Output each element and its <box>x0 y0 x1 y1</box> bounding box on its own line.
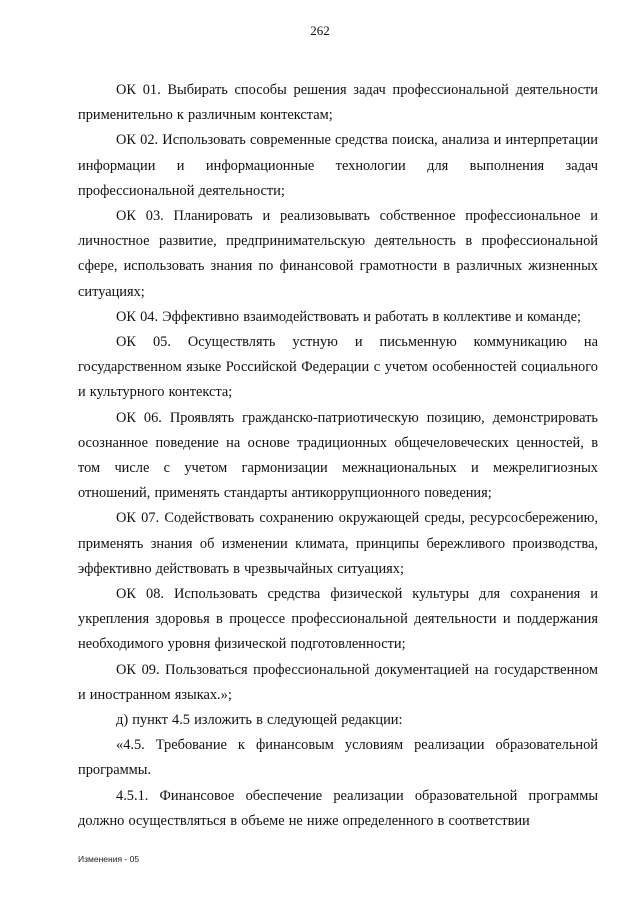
page-number: 262 <box>310 23 330 38</box>
document-body <box>78 78 598 834</box>
footer-note: Изменения - 05 <box>78 854 140 864</box>
paragraph-section-4-5-1: 4.5.1. Финансовое обеспечение реализации образовательной программы должно осуществляться в объеме не ниже определенного в соответствии <box>78 787 598 829</box>
paragraph-section-4-5: «4.5. Требование к финансовым условиям реализации образовательной программы. <box>78 737 598 779</box>
paragraph-ok-05: ОК 05. Осуществлять устную и письменную коммуникацию на государственном языке Российской Федерации с учетом особенностей социального и культурного контекста; <box>78 334 598 401</box>
paragraph-ok-03: ОК 03. Планировать и реализовывать собственное профессиональное и личностное развитие, предпринимательскую деятельность в профессиональной сфере, использовать знания по финансовой грамотности в различных жизненных ситуациях; <box>78 208 598 300</box>
paragraph-ok-09: ОК 09. Пользоваться профессиональной документацией на государственном и иностранном языках.»; <box>78 661 598 703</box>
paragraph-ok-04: ОК 04. Эффективно взаимодействовать и работать в коллективе и команде; <box>116 308 582 325</box>
paragraph-ok-08: ОК 08. Использовать средства физической культуры для сохранения и укрепления здоровья в процессе профессиональной деятельности и поддержания необходимого уровня физической подготовленности; <box>78 586 598 653</box>
paragraph-ok-02: ОК 02. Использовать современные средства поиска, анализа и интерпретации информации и информационные технологии для выполнения задач профессиональной деятельности; <box>78 132 598 199</box>
paragraph-ok-01: ОК 01. Выбирать способы решения задач профессиональной деятельности применительно к различным контекстам; <box>78 82 598 124</box>
paragraph-ok-07: ОК 07. Содействовать сохранению окружающей среды, ресурсосбережению, применять знания об изменении климата, принципы бережливого производства, эффективно действовать в чрезвычайных ситуациях; <box>78 510 598 577</box>
paragraph-item-d: д) пункт 4.5 изложить в следующей редакции: <box>116 712 403 729</box>
paragraph-ok-06: ОК 06. Проявлять гражданско-патриотическую позицию, демонстрировать осознанное поведение на основе традиционных общечеловеческих ценностей, в том числе с учетом гармонизации межнациональных и межрелигиозных отношений, применять стандарты антикоррупционного поведения; <box>78 409 598 502</box>
